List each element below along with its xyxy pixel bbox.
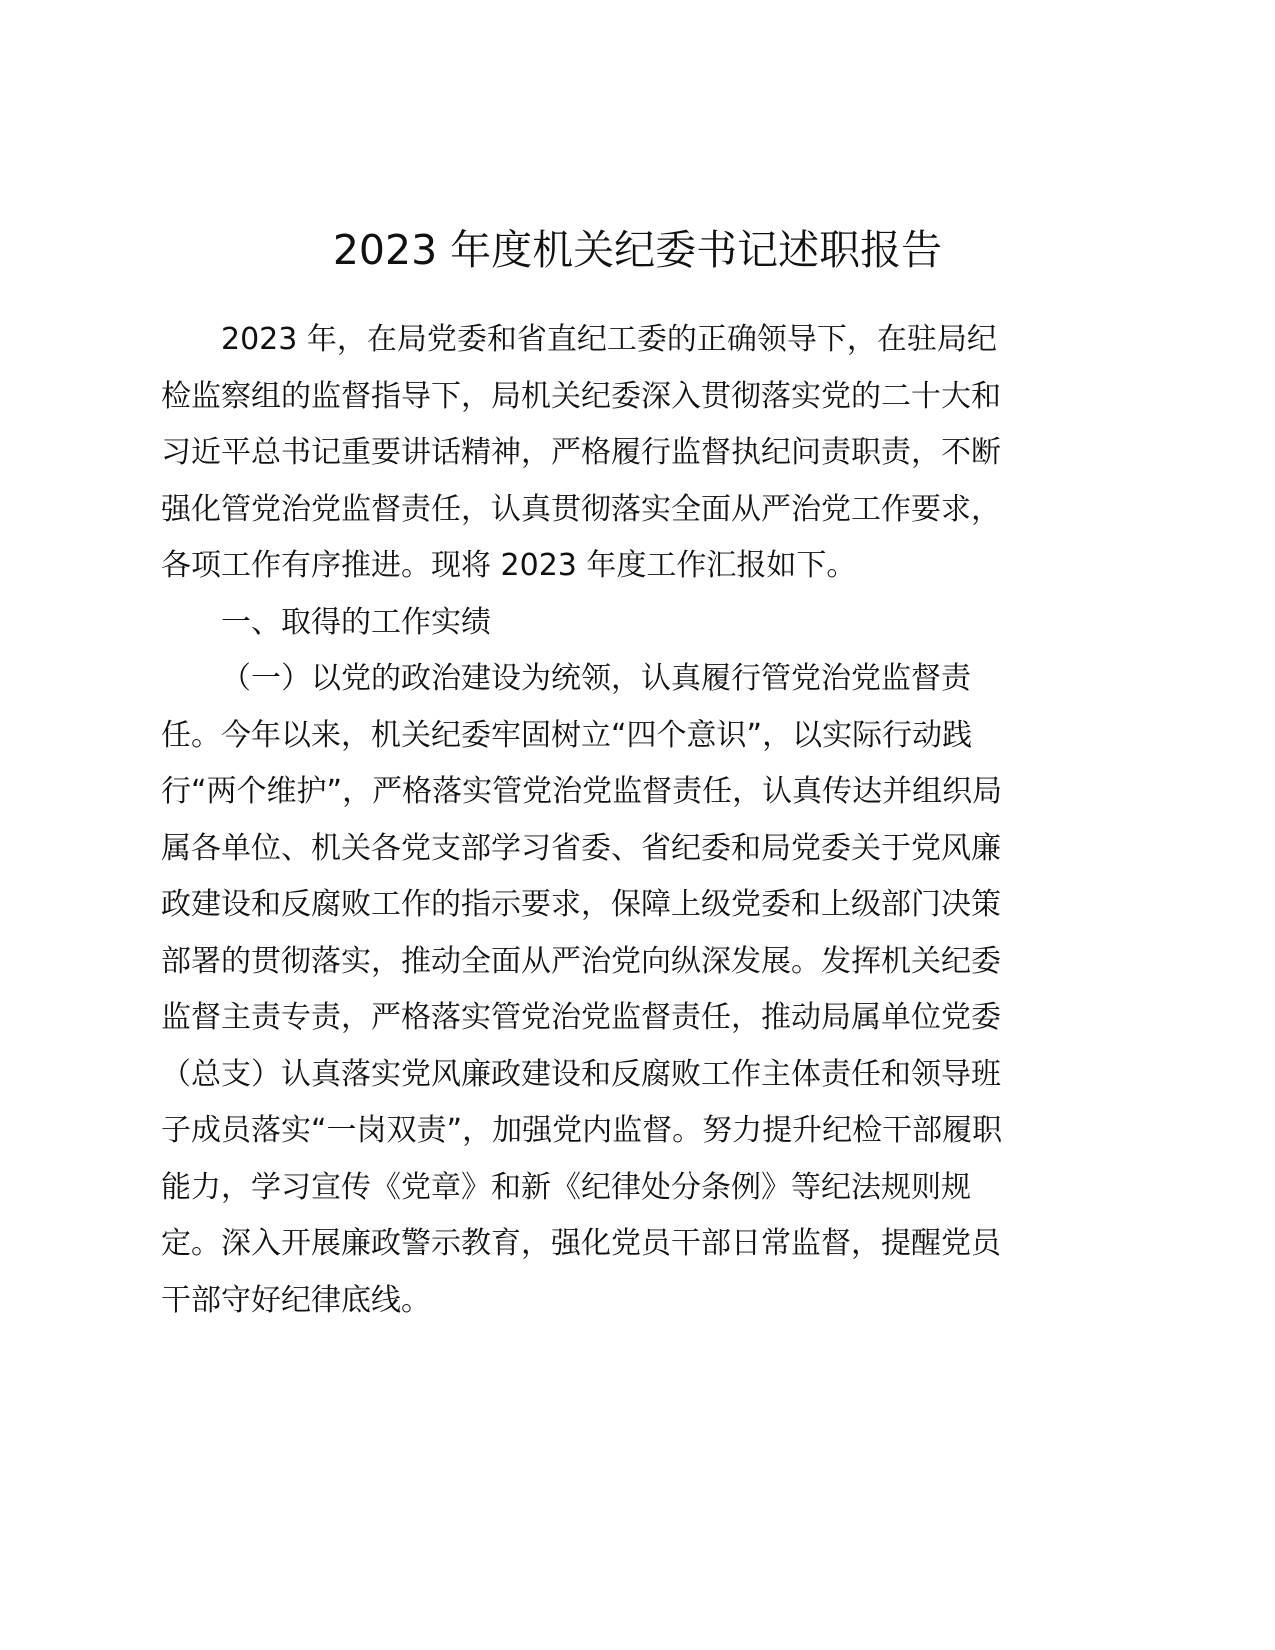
paragraph-line: 监督主责专责，严格落实管党治党监督责任，推动局属单位党委 [161,1000,1001,1035]
paragraph-line: 2023 年，在局党委和省直纪工委的正确领导下，在驻局纪 [221,322,997,357]
paragraph-line: 政建设和反腐败工作的指示要求，保障上级党委和上级部门决策 [161,887,1001,922]
section-heading: 一、取得的工作实绩 [221,604,491,640]
paragraph-line: 属各单位、机关各党支部学习省委、省纪委和局党委关于党风廉 [161,830,1001,866]
paragraph-line: 各项工作有序推进。现将 2023 年度工作汇报如下。 [161,548,857,583]
paragraph-line: 习近平总书记重要讲话精神，严格履行监督执纪问责职责，不断 [161,435,1001,470]
paragraph-line: （总支）认真落实党风廉政建设和反腐败工作主体责任和领导班 [161,1056,1001,1092]
paragraph-line: 部署的贯彻落实，推动全面从严治党向纵深发展。发挥机关纪委 [161,943,1001,979]
subsection-heading-line: （一）以党的政治建设为统领，认真履行管党治党监督责 [221,661,971,696]
document-body [161,312,1171,1329]
paragraph-line: 定。深入开展廉政警示教育，强化党员干部日常监督，提醒党员 [161,1226,1001,1261]
paragraph-line: 强化管党治党监督责任，认真贯彻落实全面从严治党工作要求， [161,491,1001,527]
paragraph-line: 干部守好纪律底线。 [161,1282,431,1318]
paragraph-line: 检监察组的监督指导下，局机关纪委深入贯彻落实党的二十大和 [161,378,1001,414]
paragraph-line: 行“两个维护”，严格落实管党治党监督责任，认真传达并组织局 [161,774,1003,809]
paragraph-line: 能力，学习宣传《党章》和新《纪律处分条例》等纪法规则规 [161,1169,971,1205]
paragraph-line: 任。今年以来，机关纪委牢固树立“四个意识”，以实际行动践 [161,717,973,753]
document-title: 2023 年度机关纪委书记述职报告 [332,226,943,274]
paragraph-line: 子成员落实“一岗双责”，加强党内监督。努力提升纪检干部履职 [161,1113,1003,1148]
